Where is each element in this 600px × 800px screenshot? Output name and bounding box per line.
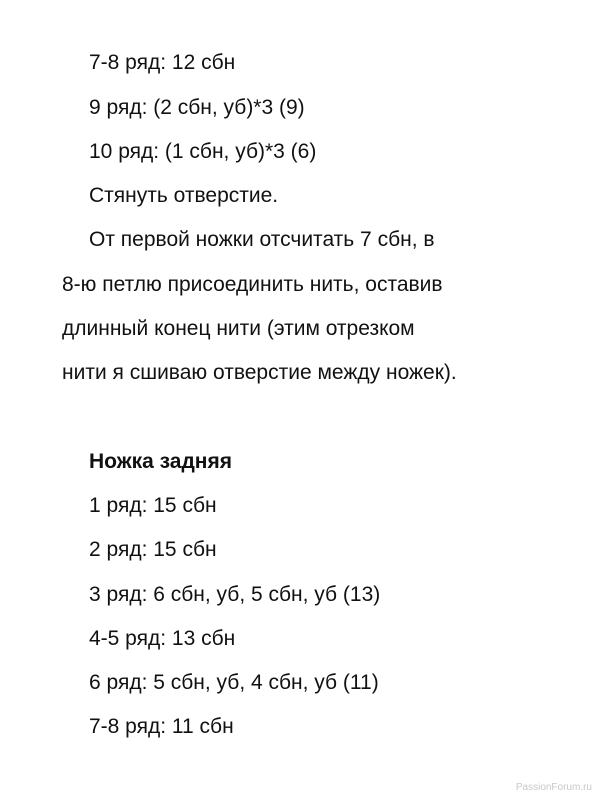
section-heading: Ножка задняя [89, 450, 232, 473]
paragraph-line: 8-ю петлю присоединить нить, оставив [62, 273, 443, 296]
pattern-row: 2 ряд: 15 сбн [89, 538, 217, 561]
pattern-row: 4-5 ряд: 13 сбн [89, 627, 236, 650]
paragraph-line: От первой ножки отсчитать 7 сбн, в [89, 228, 435, 251]
pattern-row: 7-8 ряд: 11 сбн [89, 715, 234, 738]
paragraph-line: длинный конец нити (этим отрезком [62, 317, 415, 340]
paragraph-line: нити я сшиваю отверстие между ножек). [62, 361, 457, 384]
pattern-row: 9 ряд: (2 сбн, уб)*3 (9) [89, 96, 305, 119]
pattern-row: 6 ряд: 5 сбн, уб, 4 сбн, уб (11) [89, 671, 379, 694]
pattern-row: 10 ряд: (1 сбн, уб)*3 (6) [89, 140, 317, 163]
instruction-line: Стянуть отверстие. [89, 184, 279, 207]
pattern-row: 7-8 ряд: 12 сбн [89, 51, 236, 74]
pattern-row: 1 ряд: 15 сбн [89, 494, 217, 517]
pattern-row: 3 ряд: 6 сбн, уб, 5 сбн, уб (13) [89, 583, 381, 606]
watermark: PassionForum.ru [515, 782, 592, 793]
